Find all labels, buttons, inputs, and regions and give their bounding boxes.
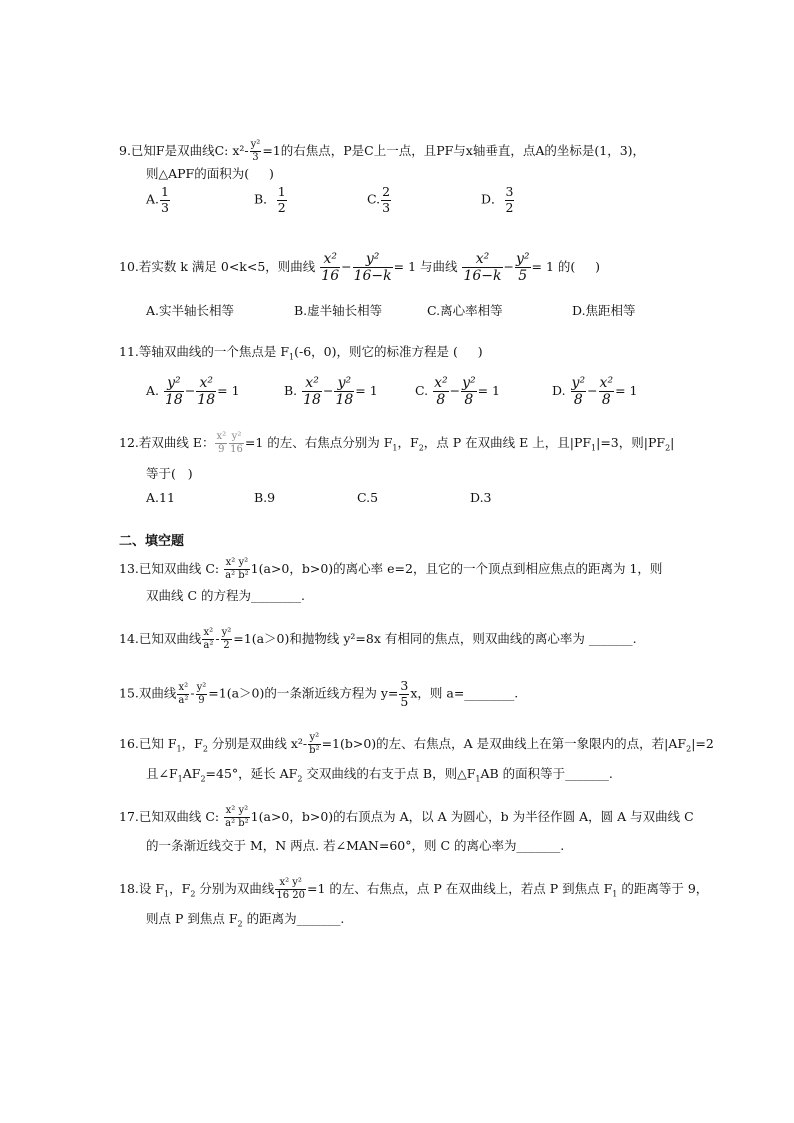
section-title: 二、填空题 bbox=[119, 534, 185, 549]
q10-option-a: A.实半轴长相等 bbox=[146, 303, 235, 318]
q9-text-b: =1的右焦点，P是C上一点，且PF与x轴垂直，点A的坐标是(1，3)， bbox=[262, 143, 646, 158]
q9-line1 bbox=[119, 140, 645, 163]
q11-option-d: D. $\frac{\text{y²}}{8}$ − $\frac{\text{x²}}{8}$ = 1 bbox=[552, 375, 638, 408]
q12-option-d: D.3 bbox=[470, 490, 492, 505]
q18-line1: 18.设 $F_1$，$F_2$ 分别为双曲线 $\frac{\text{x² y²}}{16 20}$ =1 的左、右焦点，点 P 在双曲线上，若点 P 到焦点 $F_1$ 的距离等于 9， bbox=[119, 877, 709, 901]
q9-option-c: C. $\frac{2}{3}$ bbox=[367, 184, 391, 215]
q16-line1: 16.已知 $F_1$，$F_2$ 分别是双曲线 x²- $\frac{\text{y²}}{\text{b²}}$ =1(b>0)的左、右焦点，A 是双曲线上在第一象限内的点，若$|AF_2|=2$ bbox=[119, 732, 714, 756]
q12-option-a: A.11 bbox=[146, 490, 175, 505]
q13-line1: 13.已知双曲线 C: $\frac{\text{x² y²}}{\text{a² b²}}$ 1(a>0，b>0)的离心率 e=2，且它的一个顶点到相应焦点的距离为 1，则 bbox=[119, 557, 663, 581]
q10-line1: 10.若实数 k 满足 0<k<5，则曲线 $\frac{\text{x²}}{16}$ − $\frac{\text{y²}}{16-k}$ = 1 与曲线 $\frac{\text{x²}}{16-k}$ − $\frac{\text{y²}}{5}$ = 1 的( ) bbox=[119, 251, 601, 284]
q17-line1: 17.已知双曲线 C: $\frac{\text{x² y²}}{\text{a² b²}}$ 1(a>0，b>0)的右顶点为 A，以 A 为圆心，b 为半径作圆 A，圆 A 与双曲线 C bbox=[119, 805, 694, 829]
q13-line2: 双曲线 C 的方程为________. bbox=[146, 588, 305, 603]
q12-option-c: C.5 bbox=[357, 490, 379, 505]
q9-line2: 则△APF的面积为( ) bbox=[146, 166, 274, 181]
q11-line1: 11.等轴双曲线的一个焦点是 $F_1(-6$，0)，则它的标准方程是 ( ) bbox=[119, 344, 483, 362]
q9-option-b: B． $\frac{1}{2}$ bbox=[254, 184, 286, 215]
q9-option-a: A. $\frac{1}{3}$ bbox=[146, 184, 169, 215]
q10-option-c: C.离心率相等 bbox=[427, 303, 503, 318]
q11-option-c: C. $\frac{\text{x²}}{8}$ − $\frac{\text{y²}}{8}$ = 1 bbox=[415, 375, 501, 408]
q16-line2: 且$\angle F_1AF_2=45^\circ$，延长 $AF_2$ 交双曲线的右支于点 B，则$\triangle F_1AB$ 的面积等于_______. bbox=[146, 766, 613, 784]
q11-option-a: A. $\frac{\text{y²}}{18}$ − $\frac{\text{x²}}{18}$ = 1 bbox=[146, 375, 240, 408]
q14-line1: 14.已知双曲线 $\frac{\text{x²}}{\text{a²}}$ - $\frac{\text{y²}}{2}$ =1(a＞0)和抛物线 y²=8x 有相同的焦点，则双曲线的离心率为 _______. bbox=[119, 627, 637, 651]
q12-line2: 等于( ) bbox=[146, 466, 193, 481]
q9-text-a: 9.已知F是双曲线C: x²- bbox=[119, 143, 249, 158]
q9-option-d: D． $\frac{3}{2}$ bbox=[481, 184, 514, 215]
q15-line1: 15.双曲线 $\frac{\text{x²}}{\text{a²}}$ - $\frac{\text{y²}}{9}$ =1(a＞0)的一条渐近线方程为 y= $\frac{3}{5}$ x，则 a=________. bbox=[119, 678, 519, 709]
q12-line1: 12.若双曲线 E： $\frac{\text{x²}}{9}$ $\frac{\text{y²}}{16}$ =1 的左、右焦点分别为 $F_1$，$F_2$，点 P 在双曲线 E 上，且$|PF_1|=3$，则$|PF_2|$ bbox=[119, 431, 675, 455]
q11-option-b: B. $\frac{\text{x²}}{18}$ − $\frac{\text{y²}}{18}$ = 1 bbox=[284, 375, 378, 408]
q12-option-b: B.9 bbox=[254, 490, 276, 505]
q18-line2: 则点 P 到焦点 $F_2$ 的距离为_______. bbox=[146, 911, 345, 929]
q10-option-b: B.虚半轴长相等 bbox=[294, 303, 383, 318]
q10-option-d: D.焦距相等 bbox=[572, 303, 636, 318]
q9-frac: $\frac{\text{y²}}{3}$ bbox=[250, 139, 261, 163]
q17-line2: 的一条渐近线交于 M，N 两点. 若∠MAN=60°，则 C 的离心率为_______. bbox=[146, 838, 565, 853]
